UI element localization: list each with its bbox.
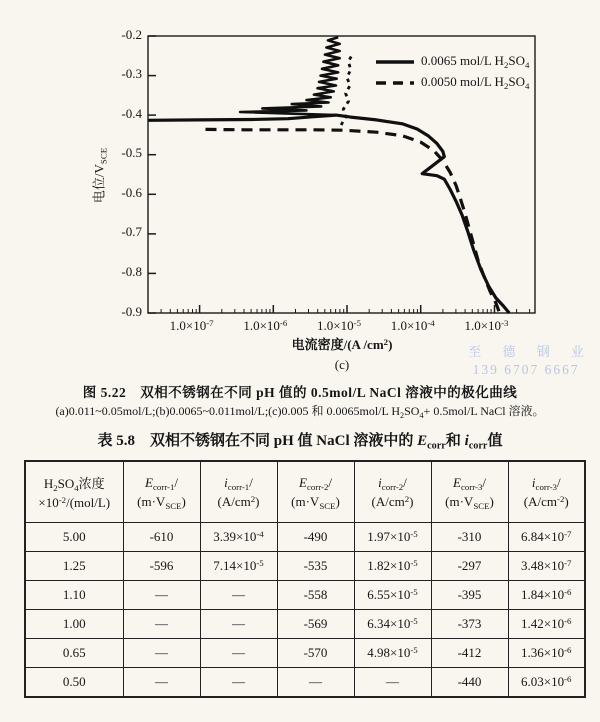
table-cell: -610 bbox=[123, 523, 200, 552]
table-cell: $3.39\times 10^{-4}$ bbox=[200, 523, 277, 552]
table-cell: -440 bbox=[431, 668, 508, 698]
table-cell: — bbox=[200, 581, 277, 610]
column-header: $H_2SO_4$浓度 $\times 10^{-2}/(mol/L)$ bbox=[25, 461, 123, 523]
table-cell: — bbox=[200, 639, 277, 668]
y-tick-label: -0.7 bbox=[121, 224, 142, 240]
y-tick-label: -0.9 bbox=[121, 303, 142, 319]
table-cell: — bbox=[123, 610, 200, 639]
table-cell: -412 bbox=[431, 639, 508, 668]
table-cell: $6.84\times 10^{-7}$ bbox=[508, 523, 585, 552]
table-cell: — bbox=[200, 610, 277, 639]
y-tick-label: -0.6 bbox=[121, 184, 142, 200]
table-row bbox=[25, 552, 585, 581]
table-cell: $1.36\times 10^{-6}$ bbox=[508, 639, 585, 668]
table-cell: $6.03\times 10^{-6}$ bbox=[508, 668, 585, 698]
table-cell: -570 bbox=[277, 639, 354, 668]
table-cell: -395 bbox=[431, 581, 508, 610]
table-cell: -558 bbox=[277, 581, 354, 610]
table-cell: — bbox=[123, 581, 200, 610]
y-tick-label: -0.5 bbox=[121, 145, 142, 161]
table-cell: -535 bbox=[277, 552, 354, 581]
x-tick-label: $1.0\times 10^{-7}$ bbox=[169, 318, 214, 333]
x-tick-label: $1.0\times 10^{-3}$ bbox=[464, 318, 509, 333]
y-tick-label: -0.3 bbox=[121, 66, 142, 82]
table-cell: — bbox=[354, 668, 431, 698]
table-title: 表 5.8 双相不锈钢在不同 pH 值 NaCl 溶液中的 $E_{corr}$和 $i_{corr}$值 bbox=[97, 433, 503, 452]
table-header bbox=[25, 461, 585, 523]
table-cell: $1.84\times 10^{-6}$ bbox=[508, 581, 585, 610]
table-cell: $1.97\times 10^{-5}$ bbox=[354, 523, 431, 552]
table-cell: $6.34\times 10^{-5}$ bbox=[354, 610, 431, 639]
table-cell: 5.00 bbox=[25, 523, 123, 552]
table-cell: -310 bbox=[431, 523, 508, 552]
table-cell: -490 bbox=[277, 523, 354, 552]
table-header-row bbox=[25, 461, 585, 523]
column-header: $E_{corr-2}/$ $(m\cdot V_{SCE})$ bbox=[277, 461, 354, 523]
y-tick-label: -0.2 bbox=[121, 26, 142, 42]
column-header: $E_{corr-3}/$ $(m\cdot V_{SCE})$ bbox=[431, 461, 508, 523]
x-axis-label: 电流密度/(A $/cm^2$) bbox=[291, 337, 393, 352]
y-tick-label: -0.4 bbox=[121, 105, 142, 121]
column-header: $i_{corr-1}/$ $(A/cm^2)$ bbox=[200, 461, 277, 523]
table-cell: — bbox=[123, 639, 200, 668]
column-header: $E_{corr-1}/$ $(m\cdot V_{SCE})$ bbox=[123, 461, 200, 523]
figure-subcaption: (a)0.011~0.05mol/L;(b)0.0065~0.011mol/L;(c)0.005 和 0.0065mol/L $H_2SO_4+ 0.5mol/L$ NaCl 溶液。 bbox=[55, 404, 545, 420]
x-tick-label: $1.0\times 10^{-5}$ bbox=[317, 318, 361, 333]
table-row bbox=[25, 581, 585, 610]
table-row bbox=[25, 523, 585, 552]
table-cell: 0.65 bbox=[25, 639, 123, 668]
table-cell: 0.50 bbox=[25, 668, 123, 698]
table-cell: 1.25 bbox=[25, 552, 123, 581]
table-cell: $6.55\times 10^{-5}$ bbox=[354, 581, 431, 610]
watermark-name: 至 德 钢 业 bbox=[468, 344, 593, 359]
table-body bbox=[25, 523, 585, 698]
x-tick-label: $1.0\times 10^{-4}$ bbox=[390, 318, 435, 333]
table-cell: -569 bbox=[277, 610, 354, 639]
legend-label: 0.0065 mol/L $H_2SO_4$ bbox=[421, 53, 530, 71]
table-cell: — bbox=[200, 668, 277, 698]
table-cell: 1.00 bbox=[25, 610, 123, 639]
panel-label: (c) bbox=[334, 357, 350, 372]
y-tick-label: -0.8 bbox=[121, 263, 142, 279]
table-cell: -373 bbox=[431, 610, 508, 639]
table-cell: $7.14\times 10^{-5}$ bbox=[200, 552, 277, 581]
table-cell: $1.82\times 10^{-5}$ bbox=[354, 552, 431, 581]
table-cell: $1.42\times 10^{-6}$ bbox=[508, 610, 585, 639]
table-cell: -596 bbox=[123, 552, 200, 581]
watermark-phone: 139 6707 6667 bbox=[472, 362, 580, 377]
table-cell: — bbox=[277, 668, 354, 698]
y-axis-label: 电位$/V_{SCE}$ bbox=[91, 147, 109, 204]
legend-label: 0.0050 mol/L $H_2SO_4$ bbox=[421, 74, 530, 92]
table-row bbox=[25, 610, 585, 639]
column-header: $i_{corr-3}/$ $(A/cm^{-2})$ bbox=[508, 461, 585, 523]
table-cell: — bbox=[123, 668, 200, 698]
figure-caption: 图 5.22 双相不锈钢在不同 pH 值的 0.5mol/L NaCl 溶液中的极化曲线 bbox=[82, 385, 518, 400]
table-cell: -297 bbox=[431, 552, 508, 581]
x-tick-label: $1.0\times 10^{-6}$ bbox=[243, 318, 288, 333]
table-row bbox=[25, 668, 585, 698]
table-cell: $3.48\times 10^{-7}$ bbox=[508, 552, 585, 581]
table-cell: 1.10 bbox=[25, 581, 123, 610]
table-row bbox=[25, 639, 585, 668]
column-header: $i_{corr-2}/$ $(A/cm^2)$ bbox=[354, 461, 431, 523]
corrosion-data-table bbox=[24, 460, 586, 698]
table-cell: $4.98\times 10^{-5}$ bbox=[354, 639, 431, 668]
